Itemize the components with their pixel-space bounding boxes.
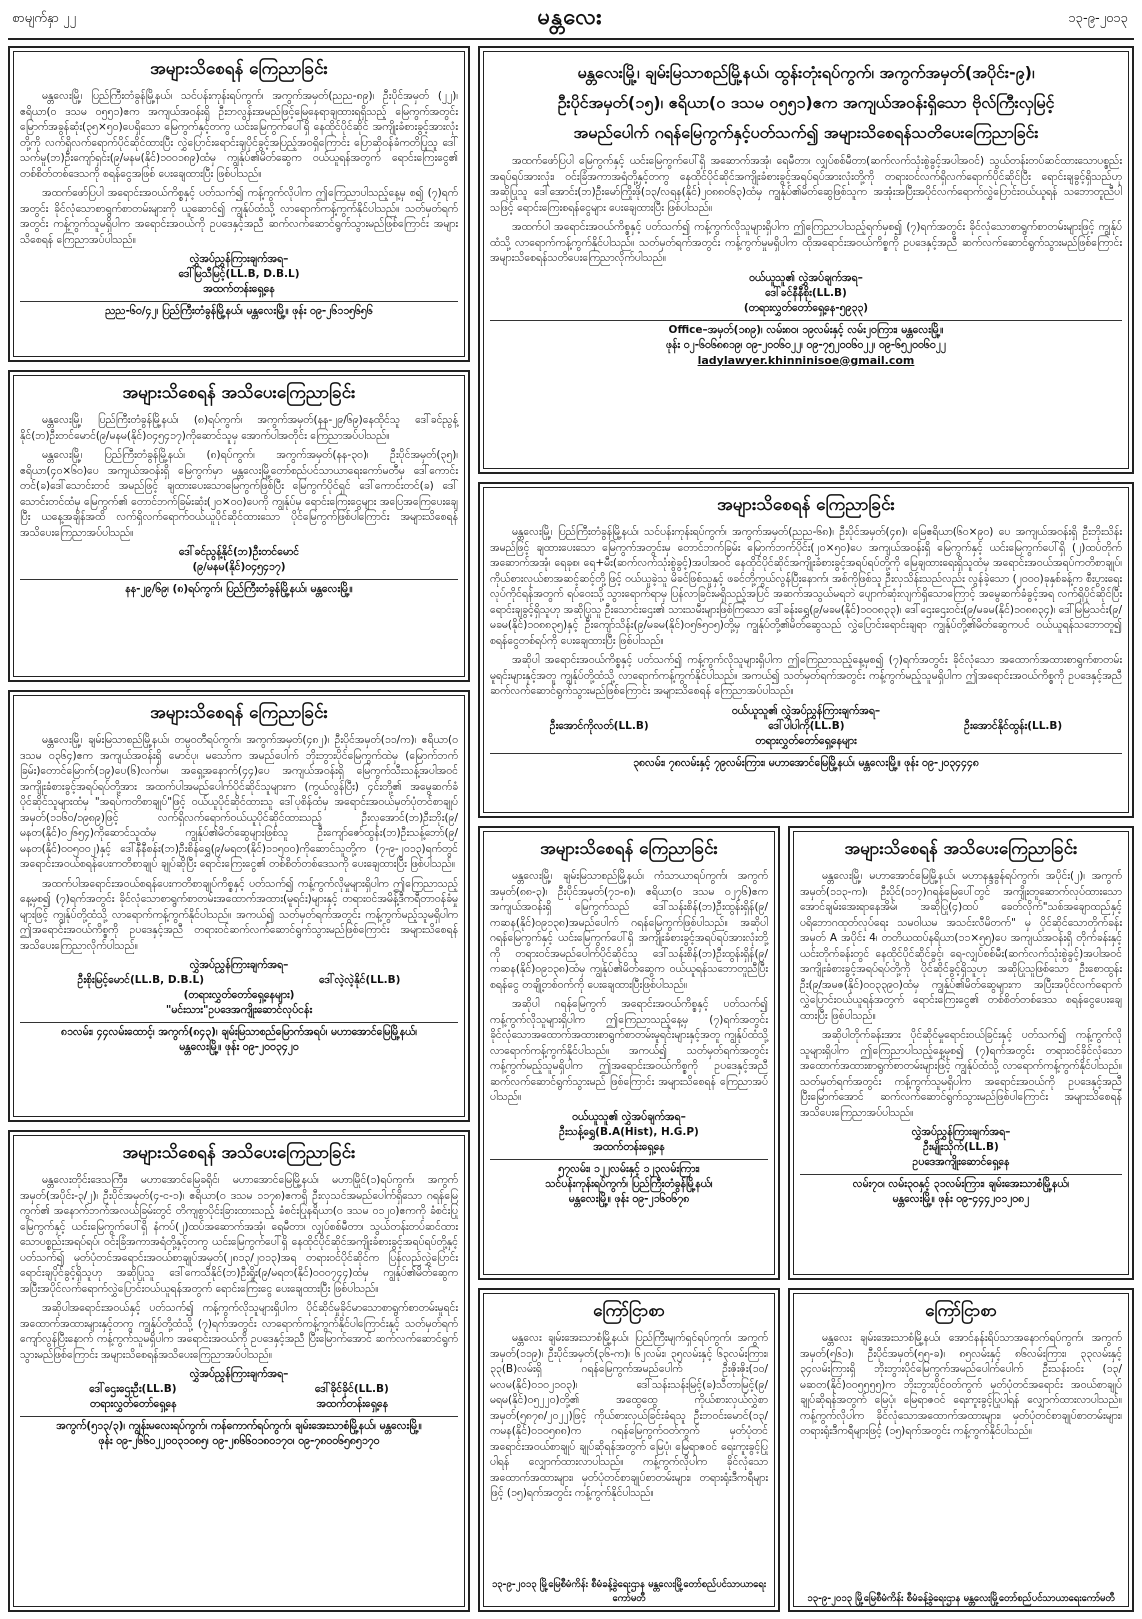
notice-7 (478, 826, 780, 1280)
sig-line: လွှဲအပ်ညွှန်ကြားချက်အရ– (189, 253, 289, 265)
issue-date: ၁၃-၉-၂၀၁၃ (1068, 11, 1128, 26)
paragraph: အဆိုပါတိုက်ခန်းအား ပိုင်ဆိုင်မှုရောင်းဝယ်ခြင်းနှင့် ပတ်သက်၍ ကန့်ကွက်လိုသူများရှိပါက ဤကြေညာပါသည့်နေ့မှစ၍ (၇)ရက်အတွင်း တရားဝင်ခိုင်လုံသောအထောက်အထားစာရွက်စာတမ်းများဖြင့် ကျွန်ုပ်ထံသို့ လာရောက်ကန့်ကွက်နိုင်ပါသည်။ သတ်မှတ်ရက်အတွင်း ကန့်ကွက်သူမရှိပါက အရောင်းအဝယ်ကို ဥပဒေနှင့်အညီ ပြီးမြောက်အောင် ဆက်လက်ဆောင်ရွက်သွားမည်ဖြစ်ပါကြောင်း အများသိစေရန်အသိပေးကြေညာအပ်ပါသည်။ (800, 1029, 1122, 1119)
sig-line: ဝယ်ယူသူ၏ လွှဲအပ်ညွှန်ကြားချက်အရ– (731, 704, 881, 717)
address-line: ၅၇လမ်း၊ ၁၂၂လမ်းနှင့် ၁၂၃လမ်းကြား၊ (558, 1162, 700, 1175)
notice-title: အများသိစေရန် ကြေညာခြင်း (540, 839, 718, 859)
paragraph: အဆိုပါ အရောင်းအဝယ်ကိစ္စနှင့် ပတ်သက်၍ ကန့်ကွက်လိုသူများရှိပါက ဤကြေညာသည့်နေ့မှစ၍ (၇)ရက်အတွင်း ခိုင်လုံသော အထောက်အထားစာရွက်စာတမ်းမူရင်းများနှင့်အတူ ကျွန်ုပ်တို့ထံသို့ လာရောက်ကန့်ကွက်နိုင်ပါသည်။ အကယ်၍ သတ်မှတ်ရက်အတွင်း ကန့်ကွက်မည့်သူမရှိပါက ဤအရောင်းအဝယ်ကိစ္စကို ဥပဒေနှင့်အညီ ဆက်လက်ဆောင်ရွက်သွားမည်ဖြစ်ကြောင်း အများသိစေရန် ကြေညာအပ်ပါသည်။ (490, 654, 1122, 697)
notice-footer: ၃၈လမ်း၊ ၇၈လမ်းနှင့် ၇၉လမ်းကြား၊ မဟာအောင်မြေမြို့နယ်၊ မန္တလေးမြို့။ ဖုန်း ၀၉-၂၀၃၄၄၄၈ (490, 753, 1122, 772)
paragraph: အထက်ပါအရောင်းအဝယ်စရန်ပေးကတိစာချုပ်ကိစ္စနှင့် ပတ်သက်၍ ကန့်ကွက်လိုမှုများရှိပါက ဤကြေညာသည့်နေ့မှစ၍ (၇)ရက်အတွင်း ခိုင်လုံသောစာရွက်စာတမ်းအထောက်အထား(မူရင်း)များနှင့် တရားဝင်အမိန့်ဒီကရီတာဝန်ခံမှုများဖြင့် ကျွန်ုပ်တို့ထံသို့ လာရောက်ကန့်ကွက်နိုင်ပါသည်။ အကယ်၍ သတ်မှတ်ရက်အတွင်း ကန့်ကွက်မည့်သူမရှိပါက ဤအရောင်းအဝယ်ကိစ္စကို ဥပဒေနှင့်အညီ တရားဝင်ဆက်လက်ဆောင်ရွက်သွားမည်ဖြစ်ကြောင်း အများသိစေရန်အသိပေးကြေညာလိုက်ပါသည်။ (20, 877, 458, 952)
notice-footer: ညည-၆၀/၄၂၊ ပြည်ကြီးတံခွန်မြို့နယ်၊ မန္တလေးမြို့။ ဖုန်း ၀၉-၂၆၁၁၅၆၅၆ (20, 301, 458, 320)
sig-title: (တရားလွှတ်တော်ရှေ့နေ-၅၉၃၃) (743, 301, 869, 314)
notice-footer (20, 1022, 458, 1056)
notice-body (800, 869, 1122, 1121)
notice-body (20, 733, 458, 954)
page-number: စာမျက်နှာ ၂၂ (12, 11, 76, 26)
phone-line: ဖုန်း ၀၉-၂၆၆၀၂၂၀၀၃၁၀၈၅၊ ၀၉-၂၈၆၆၀၁၈၀၁၇၀၊ ၀၉-၇၈၀၀၆၅၈၅၁၇၀ (98, 1435, 380, 1447)
sig-title-right: အထက်တန်းရှေ့နေ (316, 1398, 389, 1410)
notice-title: ကြော်ငြာစာ (593, 1301, 665, 1321)
notice-title: အများသိစေရန် ကြေညာခြင်း (150, 703, 328, 723)
sig-title: (တရားလွှတ်တော်ရှေ့နေများ) (183, 989, 295, 1001)
email-link[interactable]: ladylawyer.khinninisoe@gmail.com (697, 353, 915, 367)
paragraph: အဆိုပါ ဂရန်မြေကွက် အရောင်းအဝယ်ကိစ္စနှင့် ပတ်သက်၍ ကန့်ကွက်လိုသူများရှိပါက ဤကြေညာသည့်နေ့မှ (၇)ရက်အတွင်း ခိုင်လုံသောအထောက်အထားစာရွက်စာတမ်းမူရင်းများနှင့်အတူ ကျွန်ုပ်ထံသို့ လာရောက်ကန့်ကွက်နိုင်ပါသည်။ အကယ်၍ သတ်မှတ်ရက်အတွင်း ကန့်ကွက်မည့်သူမရှိပါက ဤအရောင်းအဝယ်ကိစ္စကို ဥပဒေနှင့်အညီ ဆက်လက်ဆောင်ရွက်သွားမည် ဖြစ်ကြောင်း အများသိစေရန် ကြေညာအပ်ပါသည်။ (490, 998, 768, 1103)
address-line: လမ်း၇၀၊ လမ်း၃၀နှင့် ၃၁လမ်းကြား၊ ချမ်းအေးသာစံမြို့နယ်၊ (852, 1178, 1070, 1190)
newspaper-logo: မန္တလေး (537, 4, 603, 30)
notice-1 (8, 46, 470, 362)
signature-block (20, 252, 458, 297)
signature-block (490, 271, 1122, 316)
header-rule (8, 38, 1134, 40)
signature-block (20, 545, 458, 575)
sig-row (20, 1382, 458, 1397)
paragraph: မန္တလေးတိုင်းဒေသကြီး၊ မဟာအောင်မြေခရိုင်၊ မဟာအောင်မြေမြို့နယ်၊ မဟာမြိုင်(၁)ရပ်ကွက်၊ အကွက်အမှတ်(အပိုင်း-၃/၂)၊ ဦးပိုင်အမှတ်(၄-င-၁)၊ ဧရိယာ(၀ ဒသမ ၁၁၇၈)ဧကရှိ ဦးလှသင်အမည်ပေါက်ရှိသော ဂရန်မြေကွက်၏ အနောက်ဘက်အလယ်ခြမ်းတွင် တိကျစွာပိုင်းခြားထားသည့် ခံစင်းပြုနရိယာ(၀ ဒသမ ၀၁၂၀)ဧကကို ခံစင်းပြုမြေကွက်နှင့် ယင်းမြေကွက်ပေါ်ရှိ နံကပ်(၂)ထပ်အဆောက်အအုံ၊ ရေမီတာ၊ လျှပ်စစ်မီတာ၊ သွယ်တန်းတပ်ဆင်ထားသောပစ္စည်းအရပ်ရပ်၊ ၀င်းခြံအကာအရံတို့နှင့်တကွ ယင်းမြေကွက်ပေါ်ရှိ နေထိုင်ပိုင်ဆိုင်အကျိုးခံစားခွင့်အရပ်ရပ်တို့နှင့် ပတ်သက်၍ မှတ်ပုံတင်အရောင်းအဝယ်စာချုပ်အမှတ်(၂၈၁၃/၂၀၁၃)အရ တရားဝင်ပိုင်ဆိုင်က ပြန်လည်လွှဲပြောင်းရောင်းချပိုင်ခွင့်ရှိသူဟု အဆိုပြုသူ ဒေါ်ကေသီနိုင်(ဘ)ဦးရှိုး(၉/မရတ(နိုင်)၀၀၀၇၄၄)ထံမှ ကျွန်ုပ်၏မိတ်ဆွေက အပြီးအပိုင်လက်ရောက်လွှဲပြောင်းဝယ်ယူရန်အတွက် ရောင်းကြေးငွေ ပေးချေထားပြီး ဖြစ်ပါသည်။ (20, 1174, 458, 1295)
notice-body (20, 89, 458, 248)
sig-title: အထက်တန်းရှေ့နေ (593, 1140, 665, 1153)
paragraph: အထက်ဖော်ပြပါ အရောင်းအဝယ်ကိစ္စနှင့် ပတ်သက်၍ ကန့်ကွက်လိုပါက ဤကြေညာပါသည့်နေ့မှ စ၍ (၇)ရက်အတွင်း ခိုင်လုံသောစာရွက်စာတမ်းများကို ယူဆောင်၍ ကျွန်ုပ်ထံသို့ လာရောက်ကန့်ကွက်နိုင်ပါသည်။ သတ်မှတ်ရက်အတွင်း ကန့်ကွက်သူမရှိပါက အရောင်းအဝယ်ကို ဥပဒေနှင့်အညီ ဆက်လက်ဆောင်ရွက်သွားမည်ဖြစ်ကြောင်း အများသိစေရန် ကြေညာအပ်ပါသည်။ (20, 187, 458, 246)
office-address: Office–အမှတ်(၁၈၉)၊ လမ်း၈၀၊ ၁၉လမ်းနှင့် လမ်း၂၀ကြား၊ မန္တလေးမြို့။ (668, 323, 944, 336)
notice-footer (20, 1416, 458, 1450)
paragraph: မန္တလေးမြို့၊ ချမ်းမြသာစည်မြို့နယ်၊ တမ္ပဝတီရပ်ကွက်၊ အကွက်အမှတ်(၄၈၂)၊ ဦးပိုင်အမှတ်(၁၁/က)၊ ဧရိယာ(၀ ဒသမ ၀၃၆၄)ဧက အကျယ်အဝန်းရှိ မောင်ပု၊ မသော်က အမည်ပေါက် ဘိုးဘွားပိုင်မြေကွက်ထဲမှ (မြောက်ဘက်ခြမ်း)တောင်မြောက်(၁၉)ပေ(၆)လက်မ၊ အရှေ့အနောက်(၄၄)ပေ အကျယ်အဝန်းရှိ မြေကွက်သီးသန့်အပါအဝင် အကျိုးခံစားခွင့်အရပ်ရပ်တို့အား အထက်ပါအမည်ပေါက်ပိုင်ဆိုင်သူများက (ကွယ်လွန်ပြီး) ၄င်းတို့၏ အမွေဆက်ခံပိုင်ဆိုင်သူများထံမှ "အရပ်ကတိစာချုပ်"ဖြင့် ဝယ်ယူပိုင်ဆိုင်ထားသူ ဒေါ်ပုစိန်ထံမှ အရောင်းအဝယ်မှတ်ပုံတင်စာချုပ်အမှတ်(၁၁၆၀/၁၉၈၉)ဖြင့် လက်ရှိလက်ရောက်ဝယ်ယူပိုင်ဆိုင်ထားသည့် ဦးလှအောင်(ဘ)ဦးဘိုး(၉/မနတ(နိုင်)၀၂၆၅၄)ကိုဆောင်သူထံမှ ကျွန်ုပ်၏မိတ်ဆွေများဖြစ်သူ ဦးကျော်ဇော်ထွန်း(ဘ)ဦးသန့်ဘော်(၉/မနတ(နိုင်)၀၀၅၀၀၂)နှင့် ဒေါ်နီနီစန်း(ဘ)ဦးစိန်ရွှေ(၉/မရတ(နိုင်)၁၁၅၀၀)ကိုဆောင်သူတို့က (၇-၉-၂၀၁၃)ရက်တွင် အရောင်းအဝယ်စရန်ပေးကတိစာချုပ် ချုပ်ဆိုပြီး ရောင်းကြေးငွေ၏ တစ်စိတ်တစ်ဒေသကို ပေးချေထားပြီး ဖြစ်ပါသည်။ (20, 734, 458, 870)
notice-footer (800, 1174, 1122, 1208)
sig-line: ဝယ်ယူသူ၏ လွှဲအပ်ချက်အရ– (749, 271, 863, 284)
sig-title: ဥပဒေအကျိုးဆောင်ရှေ့နေ (912, 1156, 1010, 1168)
notice-footer: နန-၂၉/၆၉၊ (၈)ရပ်ကွက်၊ ပြည်ကြီးတံခွန်မြို့နယ်၊ မန္တလေးမြို့။ (20, 579, 458, 598)
sig-id: (၉/မနမ(နိုင်)၀၄၅၄၁၇) (192, 561, 286, 573)
sig-name: ဒေါ်ခင်ညွန့်နိုင်(ဘ)ဦးတင်မောင် (178, 546, 300, 558)
signature-block (800, 1125, 1122, 1170)
sig-row (20, 1397, 458, 1412)
phone-line: ဖုန်း ၀၂-၆၀၆၈၈၁၉၊ ၀၉-၂၀၀၆၀၂၂၊ ၀၉-၇၅၂၀၀၆၀၂၂၊ ၀၉-၆၅၂၀၀၆၀၂၂ (665, 338, 947, 351)
sig-row (490, 719, 1122, 734)
address-line: အကွက်(၅၁၃/၃)၊ ကျွန်းမလေးရပ်ကွက်၊ ကန်ကောက်ရပ်ကွက်၊ ချမ်းအေးသာစံမြို့နယ်၊ မန္တလေးမြို့။ (56, 1420, 422, 1432)
sig-line: လွှဲအပ်ညွှန်ကြားချက်အရ– (189, 1368, 289, 1380)
title-line: မန္တလေးမြို့၊ ချမ်းမြသာစည်မြို့နယ်၊ ထွန်းတုံးရပ်ကွက်၊ အကွက်အမှတ်(အပိုင်း-၉)၊ (577, 63, 1035, 82)
sig-name: ဒေါ်မြသီမြင့်(LL.B, D.B.L) (178, 268, 300, 280)
phone-line: မန္တလေးမြို့။ ဖုန်း ၀၉-၂၁၆၀၆၇၈ (568, 1192, 690, 1205)
page-header (0, 0, 1142, 36)
sig-title-left: တရားလွှတ်တော်ရှေ့နေ (89, 1398, 177, 1410)
notice-9 (478, 1288, 780, 1612)
sig-name: ဦးမျိုးသိုက်(LL.B) (923, 1141, 999, 1153)
sig-name: ဦးသန့်ရွှေ(B.A(Hist), H.G.P) (559, 1125, 699, 1138)
notice-6 (478, 482, 1134, 818)
notice-body (490, 525, 1122, 700)
paragraph: မန္တလေးမြို့၊ ပြည်ကြီးတံခွန်မြို့နယ်၊ သင်ပန်းကုန်းရပ်ကွက်၊ အကွက်အမှတ်(ညည-၈၉)၊ ဦးပိုင်အမှတ် (၂၂)၊ ဧရိယာ(၀ ဒသမ ၀၅၅၁)ဧက အကျယ်အဝန်းရှိ ဦးဘလွန်းအမည်ဖြင့်မြေနေရာချထားရရှိသည့် မြေကွက်အတွင်း မြောက်အခွန်ဆုံး(၃၅×၅၀)ပေရှိသော မြေကွက်နှင့်တကွ ယင်းမြေကွက်ပေါ်ရှိ နေထိုင်ပိုင်ဆိုင် အကျိုးခံစားခွင့်အားလုံးတို့ကို လက်ရှိလက်ရောက်ပိုင်ဆိုင်ထားပြီး လွှဲပြောင်းရောင်းချပိုင်ခွင့်အပြည့်အဝရှိကြောင်း ပြောဆိုဝန်ခံကတိပြုသူ ဒေါ်သက်မူ(ဘ)ဦးကျော်ရှင်း(၉/မနမ(နိုင်)၁၀၀၁၈၉)ထံမှ ကျွန်ုပ်၏မိတ်ဆွေက ဝယ်ယူရန်အတွက် ရောင်းကြေးငွေ၏ တစ်စိတ်တစ်ဒေသကို စရန်ငွေအဖြစ် ပေးချေထားပြီး ဖြစ်ပါသည်။ (20, 90, 458, 180)
notice-body (20, 413, 458, 541)
paragraph: မန္တလေး ချမ်းအေးသာစံမြို့နယ်၊ ပြည်ကြီးမျက်ရှင်ရပ်ကွက်၊ အကွက်အမှတ်(၁၁၉)၊ ဦးပိုင်အမှတ်(၃၆-က)၊ ၆၂လမ်း၊ ၃၅လမ်းနှင့် ၆၃လမ်းကြား၊ ၃၃(B)လမ်းရှိ ဂရန်မြေကွက်အမည်ပေါက် ဦးဇိုးဇိုး(၁၀/မလမ(နိုင်)၀၁၀၂၁၀၃)၊ ဒေါ်သန်းသန်းမြင့်(ခ)သီတာမြင့်(၉/မရမ(နိုင်)၀၅၂၂၀)တို့၏ အထွေထွေ ကိုယ်စားလှယ်လွှဲစာအမှတ်(၅၈၇၈/၂၀၂၂)ဖြင့် ကိုယ်စားလှယ်ခြင်းခံရသူ ဦးဘဝင်းမောင်(၁၃/ကမန(နိုင်)၀၁၀၅၈၈)က ဂရန်မြေကွက်ဝတ်ကွက် မှတ်ပုံတင် အရောင်းအဝယ်စာချုပ် ချုပ်ဆိုရန်အတွက် မြေပုံ၊ မြေရာဇဝင် ရေးကူးခွင့်ပြုပါရန် လျှောက်ထားလာပါသည်။ ကန့်ကွက်လိုပါက ခိုင်လုံသော အထောက်အထားများ၊ မှတ်ပုံတင်စာချုပ်စာတမ်းများ၊ တရားရုံးဒီကရီများဖြင့် (၁၅)ရက်အတွင်း ကန့်ကွက်နိုင်ပါသည်။ (490, 1332, 768, 1499)
sig-name-right: ဒေါ်ခိုင်ခိုင်(LL.B) (314, 1383, 389, 1395)
paragraph: မန္တလေးမြို့၊ ပြည်ကြီးတံခွန်မြို့နယ်၊ (၈)ရပ်ကွက်၊ အကွက်အမှတ်(နန-၃၀)၊ ဦးပိုင်အမှတ်(၃၅)၊ ဧရိယာ(၄၀×၆၀)ပေ အကျယ်အဝန်းရှိ မြေကွက်မှာ မန္တလေးမြို့တော်စည်ပင်သာယာရေးကော်မတီမှ ဒေါ်ကောင်းတင်(ခ)ဒေါ်သောင်းတင် အမည်ဖြင့် ချထားပေးသောမြေကွက်ဖြစ်ပြီး မြေကွက်ပိုင်ရှင် ဒေါ်ကောင်းတင်(ခ) ဒေါ်သောင်းတင်ထံမှ မြေကွက်၏ တောင်ဘက်ခြမ်းဆုံး(၂၀×၀၀)ပေကို ကျွန်ုပ်မှ ရောင်းကြေးငွေများ အပြေအကြေပေးချေပြီး ယနေ့အချိန်အထိ လက်ရှိလက်ရောက်ဝယ်ယူပိုင်ဆိုင်ထားသော ပိုင်မြေကွက်ဖြစ်ပါကြောင်း အများသိစေရန်အသိပေးကြေညာအပ်ပါသည်။ (20, 449, 458, 539)
notice-4 (8, 1130, 470, 1612)
notice-body (490, 1331, 768, 1502)
signature-block (20, 958, 458, 1018)
paragraph: မန္တလေးမြို့၊ ပြည်ကြီးတံခွန်မြို့နယ်၊ (၈)ရပ်ကွက်၊ အကွက်အမှတ်(နန-၂၉/၆၉)နေထိုင်သူ ဒေါ်ခင်ညွန့်နိုင်(ဘ)ဦးတင်မောင်(၉/မနမ(နိုင်)၀၄၅၄၁၇)ကိုဆောင်သူမှ အောက်ပါအတိုင်း ကြေညာအပ်ပါသည်။ (20, 414, 458, 442)
notice-title: အများသိစေရန် ကြေညာခြင်း (150, 59, 328, 79)
sig-name-b: ဒေါ်ပါပါကို(LL.B) (768, 719, 845, 732)
notice-body (20, 1173, 458, 1363)
sig-name: ဒေါ်ခင်နီနီစိုး(LL.B) (765, 286, 847, 299)
address-line: ၈၁လမ်း၊ ၄၄လမ်းထောင့်၊ အကွက်(၈၄၃)၊ ချမ်းမြသာစည်မြောက်အရပ်၊ မဟာအောင်မြေမြို့နယ်၊ (60, 1026, 418, 1038)
phone-line: မန္တလေးမြို့။ ဖုန်း ၀၉-၄၄၄၂၀၁၂၀၈၂ (892, 1193, 1030, 1205)
notice-body (490, 869, 768, 1106)
paragraph: မန္တလေးမြို့၊ ချမ်းမြသာစည်မြို့နယ်၊ ကံသာယာရပ်ကွက်၊ အကွက်အမှတ်(၈၈-၃)၊ ဦးပိုင်အမှတ်(၇၁-၈)၊ ဧရိယာ(၀ ဒသမ ၀၂၇၆)ဧက အကျယ်အဝန်းရှိ မြေကွက်သည် ဒေါ်သန်းစိန်(ဘ)ဦးထွန်းရှိန်(၉/ကဆန(နိုင်)၀၉၁၃၈)အမည်ပေါက် ဂရန်မြေကွက်ဖြစ်ပါသည်။ အဆိုပါ ဂရန်မြေကွက်နှင့် ယင်းမြေကွက်ပေါ်ရှိ အကျိုးခံစားခွင့်အရပ်ရပ်အားလုံးတို့ကို တရားဝင်အမည်ပေါက်ပိုင်ဆိုင်သူ ဒေါ်သန်းစိန်(ဘ)ဦးထွန်းရှိန်(၉/ကဆန(နိုင်)၀၉၁၃၈)ထံမှ ကျွန်ုပ်၏မိတ်ဆွေက ဝယ်ယူရန်သဘောတူညီပြီး စရန်ငွေ တချို့တစ်ဝက်ကို ပေးချေထားပြီးဖြစ်ပါသည်။ (490, 870, 768, 991)
sig-name-left: ဒေါ်ဌေးဌေးဦး(LL.B) (89, 1383, 177, 1395)
sig-name-a: ဦးအောင်ကိုလတ်(LL.B) (549, 719, 649, 732)
issuer-line: ၁၃-၉-၂၀၁၃ မြို့မြေစီမံကိန်း စီမံခန့်ခွဲရေးဌာန မန္တလေးမြို့တော်စည်ပင်သာယာရေးကော်မတီ (807, 1593, 1115, 1604)
sig-name-right: ဒေါ်လဲ့လဲ့နိုင်(LL.B) (319, 974, 401, 986)
sig-title: အထက်တန်းရှေ့နေ (203, 283, 275, 295)
sig-title: တရားလွှတ်တော်ရှေ့နေများ (755, 734, 857, 747)
paragraph: မန္တလေးမြို့၊ မဟာအောင်မြေမြို့နယ်၊ မဟာနန္ဒခွန်ရပ်ကွက်၊ အပိုင်း(၂)၊ အကွက်အမှတ်(၁၁၃-က)၊ ဦးပိုင်(၁၁၇)ဂရန်မြေပေါ်တွင် အကျိုးတူဆောက်လုပ်ထားသော အောင်ချမ်းအေးရာနေအိမ်၊ အဆိုပြု(၄)ထပ် ခေတ်လိုက်"သစ်အချောထည်နှင့် ပရိဘောဂထုတ်လုပ်ရေး သမဝါယမ အသင်းလီမိတက်" မှ ပိုင်ဆိုင်သောတိုက်ခန်းအမှတ် A အပိုင်း 4၊ တတိယထပ်နရိယာ(၁၁×၅၅)ပေ အကျယ်အဝန်းရှိ တိုက်ခန်းနှင့် ယင်းတိုက်ခန်းတွင် နေထိုင်ပိုင်ဆိုင်ခွင့်၊ ရေ-လျှပ်စစ်မီး(ဆက်လက်သုံးစွဲခွင့်)အပါအဝင် အကျိုးခံစားခွင့်အရပ်ရပ်တို့ကို ပိုင်ဆိုင်ခွင့်ရှိသူဟု အဆိုပြုသူဖြစ်သော ဦးစောထွန်းဦး(၉/အမဇ(နိုင်)၀၀၃၃၉၀)ထံမှ ကျွန်ုပ်၏မိတ်ဆွေများက အပြီးအပိုင်လက်ရောက်လွှဲပြောင်းဝယ်ယူရန်အတွက် ရောင်းကြေးငွေ၏ တစ်စိတ်တစ်ဒေသ စရန်ငွေပေးချေထားပြီး ဖြစ်ပါသည်။ (800, 870, 1122, 1022)
notice-title (490, 58, 1122, 148)
address-line: မန္တလေးမြို့။ ဖုန်း ၀၉-၂၀၀၃၄၂၀ (179, 1041, 299, 1053)
notice-title: အများသိစေရန် ကြေညာခြင်း (717, 495, 895, 515)
paragraph: အထက်ဖော်ပြပါ မြေကွက်နှင့် ယင်းမြေကွက်ပေါ်ရှိ အဆောက်အအုံ၊ ရေမီတာ၊ လျှပ်စစ်မီတာ(ဆက်လက်သုံးစွဲခွင့်အပါအဝင်) သွယ်တန်းတပ်ဆင်ထားသောပစ္စည်းအရပ်ရပ်အားလုံး၊ ဝင်းခြံအကာအရံတို့နှင့်တကွ နေထိုင်ပိုင်ဆိုင်အကျိုးခံစားခွင့်အရပ်ရပ်အားလုံးတို့ကို တရားဝင်လက်ရှိလက်ရောက်ပိုင်ဆိုင်ပြီး ရောင်းချခွင့်ရှိသည်ဟု အဆိုပြုသူ ဒေါ်အောင်း(ဘ)ဦးမော်ကြိုးဖို(၁၃/လရန(နိုင်)၂၀၈၈၀၆၃)ထံမှ ကျွန်ုပ်၏မိတ်ဆွေဖြစ်သူက အအုံးအပြီးအပိုင်လက်ရောက်လွှဲပြောင်းဝယ်ယူရန် သဘောတူညီပါသဖြင့် ရောင်းကြေးစရန်ငွေများ ပေးချေထားပြီး ဖြစ်ပါသည်။ (490, 155, 1122, 214)
notice-10 (788, 1288, 1134, 1612)
sig-line: ဝယ်ယူသူ၏ လွှဲအပ်ချက်အရ– (572, 1110, 686, 1123)
notice-3 (8, 690, 470, 1122)
issuer-line: ၁၃-၉-၂၀၁၃ မြို့မြေစီမံကိန်း စီမံခန့်ခွဲရေးဌာန မန္တလေးမြို့တော်စည်ပင်သာယာရေးကော်မတီ (491, 1579, 767, 1604)
notice-title: ကြော်ငြာစာ (925, 1301, 997, 1321)
title-line: အမည်ပေါက် ဂရန်မြေကွက်နှင့်ပတ်သက်၍ အများသိစေရန်သတိပေးကြေညာခြင်း (573, 123, 1039, 142)
notice-body (800, 1331, 1122, 1440)
paragraph: မန္တလေးမြို့၊ ပြည်ကြီးတံခွန်မြို့နယ်၊ သင်ပန်းကုန်းရပ်ကွက်၊ အကွက်အမှတ်(ညည-၆၈)၊ ဦးပိုင်အမှတ်(၄၈)၊ မြေဧရိယာ(၆၀×၉၀) ပေ အကျယ်အဝန်းရှိ ဦးဘိုးသိန်းအမည်ဖြင့် ချထားပေးသော မြေကွက်အတွင်းမှ တောင်ဘက်ခြမ်း မြောက်ဘက်ပိုင်း(၂၀×၅၀)ပေ အကျယ်အဝန်းရှိ မြေကွက်နှင့် ယင်းမြေကွက်ပေါ်ရှိ (၂)ထပ်တိုက်အဆောက်အအုံ၊ ရေခုစ၊ ရေ+မီး(ဆက်လက်သုံးစွဲခွင့်)အပါအဝင် နေထိုင်ပိုင်ဆိုင်အကျိုးခံစားခွင့်အရပ်ရပ်တို့ကို မြေချထားရေးရှိသူထံမှ အရောင်းအဝယ်အရပ်ကတိစာချုပ်၊ ကိုယ်စားလှယ်စာအဆင့်ဆင့်တို့ဖြင့် ဝယ်ယူခဲ့သူ မိခင်ဖြစ်သူနှင့် ဖခင်တို့ကွယ်လွန်ပြီးနောက်၊ အစ်ကိုဖြစ်သူ ဦးလှသိန်းသည်လည်း လွန်ခဲ့သော (၂၀၀၀)ခုနှစ်ခန့်က စီးပွားရေးလုပ်ကိုင်ရန်အတွက် ရပ်ဝေးသို့ သွားရောက်ရာမှ ပြန်လာခြင်းမရှိသည့်အပြင် အဆက်အသွယ်မရဘဲ ပျောက်ဆုံးလျက်ရှိသောကြောင့် အမွေဆက်ခံခွင့်အရ လက်ရှိပိုင်ဆိုင်ပြီး ရောင်းချခွင့်ရှိသူဟု အဆိုပြုသူ ဦးသောင်းဌေး၏ သားသမီးများဖြစ်ကြသော ဒေါ်ခန်းရွှေ(၉/မခမ(နိုင်)၁၀၀၈၃၃)၊ ဒေါ်ဌေးဌေးဝင်း(၉/မခမ(နိုင်)၁၀၈၈၃၄)၊ ဒေါ်မြမြသင်း(၉/မခမ(နိုင်)၁၀၈၈၃၅)နှင့် ဦးကျော်သိန်း(၉/မခမ(နိုင်)၀၅၆၅၀၅)တို့မှ ကျွန်ုပ်တို့၏မိတ်ဆွေသည် လွှဲပြောင်းရောင်းချရာ ကျွန်ုပ်တို့၏မိတ်ဆွေကပင် ဝယ်ယူရန်သဘောတူ၍ စရန်ငွေတစ်ရပ်ကို ပေးချေထားပြီး ဖြစ်ပါသည်။ (490, 526, 1122, 647)
notice-8 (788, 826, 1134, 1280)
notice-body (490, 154, 1122, 267)
signature-block (20, 1367, 458, 1412)
address-line: သင်ပန်းကုန်းရပ်ကွက်၊ ပြည်ကြီးတံခွန်မြို့နယ်၊ (545, 1177, 713, 1190)
sig-row (20, 973, 458, 988)
paragraph: မန္တလေး ချမ်းအေးသာစံမြို့နယ်၊ အောင်နန်းရိပ်သာအနောက်ရပ်ကွက်၊ အကွက်အမှတ်(၅၆၁)၊ ဦးပိုင်အမှတ်(၅၅-ခ)၊ ၈၅လမ်းနှင့် ၈၆လမ်းကြား၊ ၃၃လမ်းနှင့် ၃၄လမ်းကြားရှိ ဘိုးဘွားပိုင်မြေကွက်အမည်ပေါက်ပေါက် ဦးသန်းဝင်း (၁၃/မဆတ(နိုင်)၀၀၅၅၅၅)က ဘိုးဘွားပိုင်ဝတ်ကွက် မှတ်ပုံတင်အရောင်း အဝယ်စာချုပ် ချုပ်ဆိုရန်အတွက် မြေပုံ၊ မြေရာဇဝင် ရေးကူးခွင့်ပြုပါရန် လျှောက်ထားလာပါသည်။ ကန့်ကွက်လိုပါက ခိုင်လုံသောအထောက်အထားများ၊ မှတ်ပုံတင်စာချုပ်စာတမ်းများ၊ တရားရုံးဒီကရီများဖြင့် (၁၅)ရက်အတွင်း ကန့်ကွက်နိုင်ပါသည်။ (800, 1332, 1122, 1437)
notice-title: အများသိစေရန် အသိပေးကြေညာခြင်း (122, 383, 356, 403)
sig-line: လွှဲအပ်ညွှန်ကြားချက်အရ– (911, 1126, 1011, 1138)
notice-title: အများသိစေရန် အသိပေးကြေညာခြင်း (122, 1143, 356, 1163)
notice-5 (478, 46, 1134, 474)
notice-title: အများသိစေရန် အသိပေးကြေညာခြင်း (844, 839, 1078, 859)
signature-block (490, 704, 1122, 749)
paragraph: အထက်ပါ အရောင်းအဝယ်ကိစ္စနှင့် ပတ်သက်၍ ကန့်ကွက်လိုသူများရှိပါက ဤကြေညာပါသည့်ရက်မှစ၍ (၇)ရက်အတွင်း ခိုင်လုံသောစာရွက်စာတမ်းများဖြင့် ကျွန်ုပ်ထံသို့ လာရောက်ကန့်ကွက်နိုင်ပါသည်။ သတ်မှတ်ရက်အတွင်း ကန့်ကွက်မှုမရှိပါက ထိုအရောင်းအဝယ်ကိစ္စကို ဥပဒေနှင့်အညီ ဆက်လက်ဆောင်ရွက်သွားမည်ဖြစ်ကြောင်း အများသိစေရန်သတိပေးကြေညာလိုက်ပါသည်။ (490, 221, 1122, 264)
notice-footer (490, 320, 1122, 367)
notice-footer (490, 1159, 768, 1208)
sig-line: လွှဲအပ်ညွှန်ကြားချက်အရ– (189, 959, 289, 971)
sig-name-c: ဦးအောင်နိုင်ထွန်း(LL.B) (964, 719, 1063, 732)
paragraph: အဆိုပါအရောင်းအဝယ်နှင့် ပတ်သက်၍ ကန့်ကွက်လိုသူများရှိပါက ပိုင်ဆိုင်မှုခိုင်မာသောစာရွက်စာတမ်းမူရင်းအထောက်အထားများနှင့်တကွ ကျွန်ုပ်တို့ထံသို့ (၇)ရက်အတွင်း လာရောက်ကန့်ကွက်နိုင်ပါကြောင်းနှင့် သတ်မှတ်ရက်ကျော်လွန်ပြီးနောက် ကန့်ကွက်သူမရှိပါက အရောင်းအဝယ်ကို ဥပဒေနှင့်အညီ ပြီးမြောက်အောင် ဆက်လက်ဆောင်ရွက်သွားမည်ဖြစ်ကြောင်း အများသိစေရန်အသိပေးကြေညာအပ်ပါသည်။ (20, 1302, 458, 1361)
title-line: ဦးပိုင်အမှတ်(၁၅)၊ ဧရိယာ(၀ ဒသမ ၀၅၅၁)ဧက အကျယ်အဝန်းရှိသော ဗိုလ်ကြီးလှမြင့် (557, 93, 1055, 112)
firm-name: "မင်းသား"ဥပဒေအကျိုးဆောင်လုပ်ငန်း (165, 1004, 313, 1016)
signature-block (490, 1110, 768, 1155)
sig-name-left: ဦးစိုးမြင့်မောင်(LL.B, D.B.L) (77, 974, 205, 986)
notice-2 (8, 370, 470, 682)
